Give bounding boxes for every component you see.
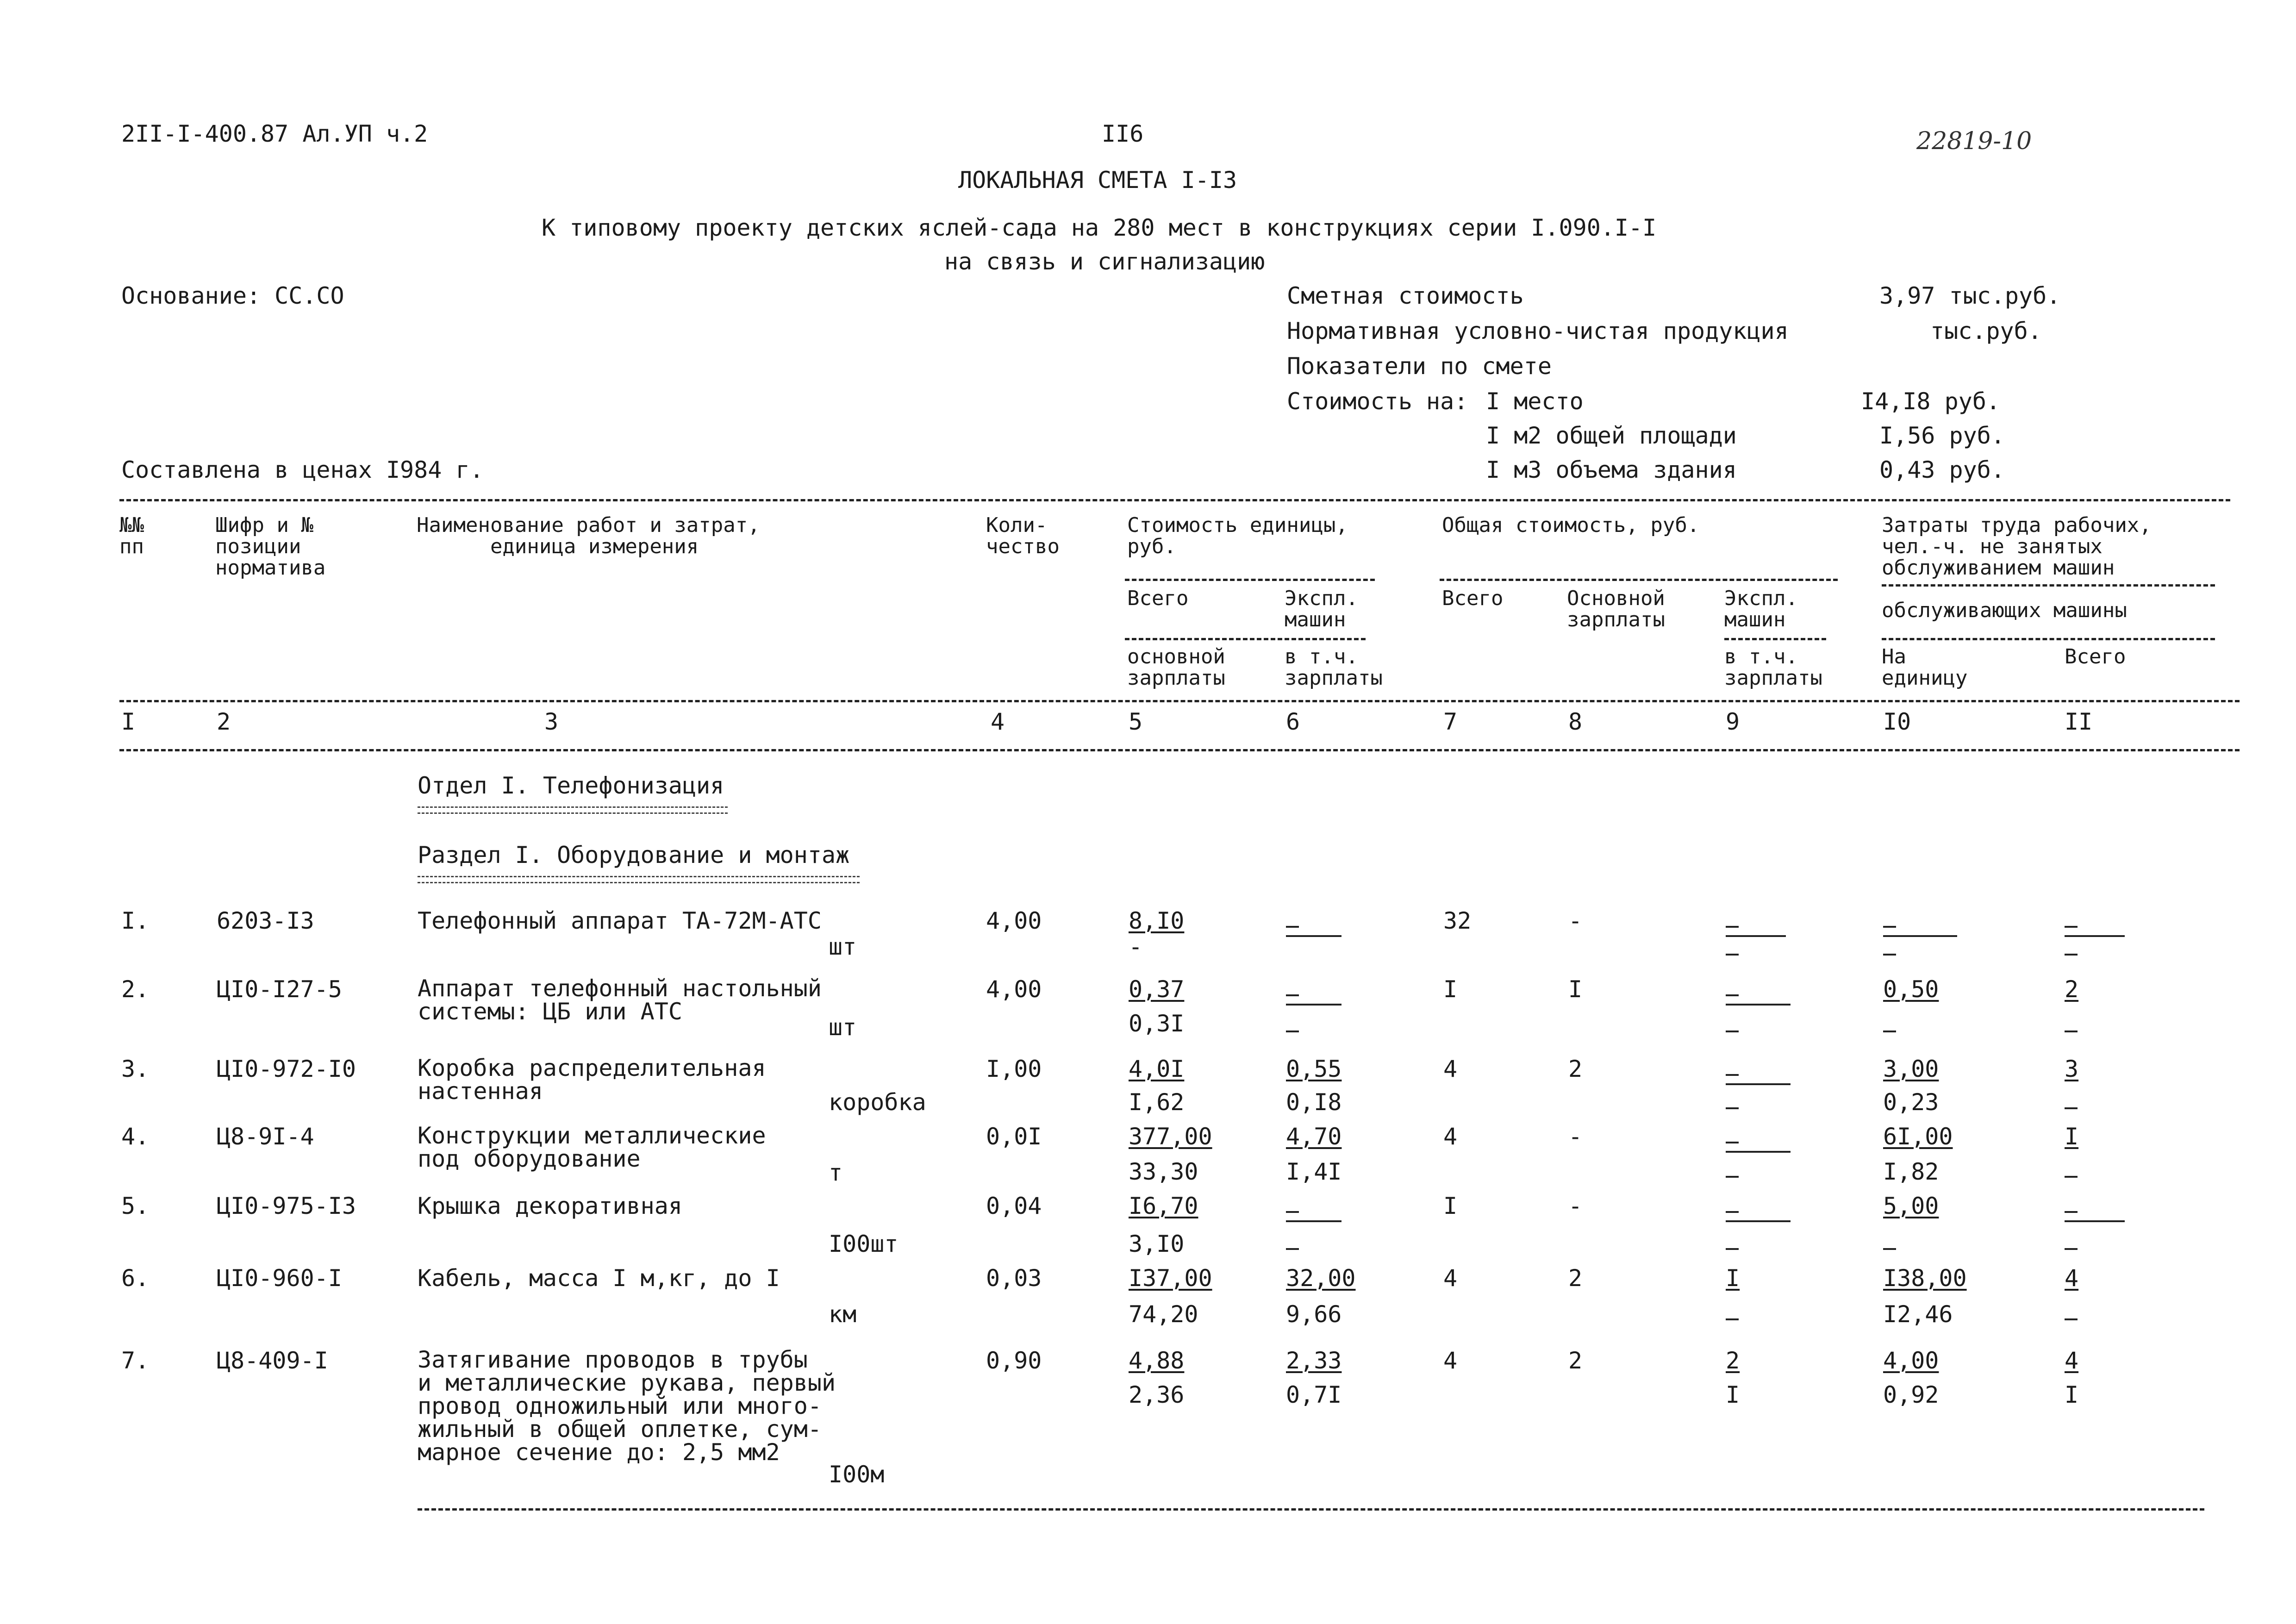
row-c9b-dash [1726,1318,1739,1320]
row-labor-total: 4 [2065,1265,2079,1292]
row-base-wage: I [1568,976,1583,1003]
header-rule-bottom [119,749,2240,751]
row-labor-unit: 5,00 [1883,1193,1939,1219]
row-labor-total-machine: I [2065,1381,2079,1408]
col-header-c9-sub: в т.ч. зарплаты [1724,645,1822,690]
row-machine-total: 2 [1726,1347,1740,1374]
row-total: 32 [1443,907,1472,934]
row-c9-dash [1726,1211,1739,1213]
row-c9-dash [1726,1142,1739,1143]
row-machine-cost: 0,55 [1286,1056,1342,1082]
per-area-label: I м2 общей площади [1486,422,1737,449]
row-labor-unit: I38,00 [1883,1265,1967,1292]
row-machine-underline [1286,1004,1341,1006]
row-unit-total: 4,88 [1129,1347,1185,1374]
row-total: 4 [1443,1347,1458,1374]
document-title: ЛОКАЛЬНАЯ СМЕТА I-I3 [958,167,1237,194]
row-c9-dash [1726,994,1739,996]
row-machine-wage: 0,I8 [1286,1089,1342,1116]
row-base-wage: 2 [1568,1265,1583,1292]
row-qty: 4,00 [986,907,1042,934]
row-unit-total: 8,I0 [1129,907,1185,934]
row-unit-wage: I,62 [1129,1089,1185,1116]
row-qty: 4,00 [986,976,1042,1003]
row-labor-unit: 3,00 [1883,1056,1939,1082]
row-name: Затягивание проводов в трубы и металлические рукава, первый провод одножильный или много- жильный в общей оплетке, сум- марное сечение до: 2,5 мм2 [418,1346,836,1466]
row-c9-underline [1726,1220,1791,1222]
row-c11b-dash [2065,954,2078,956]
row-unit: коробка [829,1089,926,1116]
row-c11b-dash [2065,1031,2078,1032]
row-unit: I00шт [829,1230,898,1257]
row-unit: шт [829,1014,857,1041]
col-header-qty: Коли- чество [986,513,1060,558]
col-header-c5-sub: основной зарплаты [1127,645,1225,690]
row-name: Аппарат телефонный настольный системы: ЦБ или АТС [418,975,822,1025]
row-c9b-dash [1726,1107,1739,1109]
col-number: I [121,708,136,735]
row-c9-underline [1726,1151,1791,1153]
row-machine-wage: 0,7I [1286,1381,1342,1408]
col-number: 7 [1443,708,1458,735]
row-unit: шт [829,933,857,960]
row-labor-machine: 0,23 [1883,1089,1939,1116]
col-header-labor: Затраты труда рабочих, чел.-ч. не занятых обслуживанием машин [1882,513,2152,580]
row-c10b-dash [1883,1031,1896,1032]
row-c9-dash [1726,1074,1739,1076]
row-machine-cost: 2,33 [1286,1347,1342,1374]
per-volume-label: I м3 объема здания [1486,456,1737,483]
row-machine-wage: 9,66 [1286,1301,1342,1328]
col-header-c7: Всего [1442,587,1504,610]
col-number: 4 [991,708,1005,735]
indicators-label: Показатели по смете [1287,353,1552,380]
row-total: I [1443,1193,1458,1219]
row-qty: I,00 [986,1056,1042,1082]
col-header-c6-sub: в т.ч. зарплаты [1285,645,1383,690]
row-unit-total: 0,37 [1129,976,1185,1003]
page-number: II6 [1102,120,1144,147]
row-unit-total: I6,70 [1129,1193,1198,1219]
col-header-name: Наименование работ и затрат, единица измерения [417,513,760,558]
stamp-number: 22819-10 [1916,127,2032,155]
col-number: II [2065,708,2093,735]
row-total: 4 [1443,1056,1458,1082]
header-rule-unitcost [1125,579,1375,581]
normative-value: тыс.руб. [1930,318,2042,344]
row-c9b-dash [1726,954,1739,956]
department-heading: Отдел I. Телефонизация [418,772,724,799]
row-c10b-dash [1883,954,1896,956]
row-unit-wage: - [1129,933,1143,960]
row-c9b-dash [1726,1176,1739,1178]
table-bottom-rule [418,1508,2204,1511]
row-c9-dash [1726,926,1739,928]
row-machine-dash [1286,994,1299,996]
row-labor-unit: 4,00 [1883,1347,1939,1374]
row-code: Ц8-9I-4 [217,1123,314,1150]
row-c11-underline [2065,1220,2125,1222]
row-unit-total: 4,0I [1129,1056,1185,1082]
row-base-wage: - [1568,1193,1583,1219]
row-machine-dash [1286,1211,1299,1213]
row-c11-underline [2065,935,2125,937]
row-unit-wage: 2,36 [1129,1381,1185,1408]
row-labor-total: 2 [2065,976,2079,1003]
header-rule-numbers-top [119,700,2240,702]
col-header-c6: Экспл. машин [1285,587,1358,631]
row-base-wage: 2 [1568,1056,1583,1082]
row-base-wage: - [1568,1123,1583,1150]
row-c11b-dash [2065,1318,2078,1320]
row-code: ЦI0-960-I [217,1265,342,1292]
row-c10-underline [1883,935,1957,937]
document-code: 2II-I-400.87 Ал.УП ч.2 [121,120,428,147]
row-c9-underline [1726,1083,1791,1085]
col-header-code: Шифр и № позиции норматива [215,513,326,580]
col-header-c5: Всего [1127,587,1189,610]
row-labor-total: 3 [2065,1056,2079,1082]
document-subtitle: К типовому проекту детских яслей-сада на 280 мест в конструкциях серии I.090.I-I [542,214,1657,241]
row-c11b-dash [2065,1248,2078,1250]
document-subtitle-2: на связь и сигнализацию [944,248,1265,275]
row-machine-wage: I,4I [1286,1158,1342,1185]
header-rule-total [1440,579,1838,581]
row-unit: км [829,1301,857,1328]
row-number: 5. [121,1193,150,1219]
row-name: Кабель, масса I м,кг, до I [418,1265,780,1292]
section-heading: Раздел I. Оборудование и монтаж [418,842,850,868]
compiled-prices: Составлена в ценах I984 г. [121,456,484,483]
row-name: Конструкции металлические под оборудование [418,1122,766,1172]
row-labor-total: 4 [2065,1347,2079,1374]
row-unit: т [829,1159,843,1186]
row-code: ЦI0-975-I3 [217,1193,356,1219]
row-code: 6203-I3 [217,907,314,934]
col-number: 6 [1286,708,1300,735]
row-machine-wage-dash [1286,1031,1299,1032]
col-number: 9 [1726,708,1740,735]
row-c11b-dash [2065,1176,2078,1178]
col-header-c10: На единицу [1882,645,1968,690]
row-machine-dash [1286,926,1299,928]
row-number: 4. [121,1123,150,1150]
row-c9b-dash [1726,1248,1739,1250]
per-volume-value: 0,43 руб. [1879,456,2005,483]
section-heading-underline [418,876,860,883]
row-labor-total: I [2065,1123,2079,1150]
row-machine-underline [1286,1220,1341,1222]
col-header-c10-mid: обслуживающих машины [1882,599,2127,622]
row-qty: 0,04 [986,1193,1042,1219]
row-labor-machine: I2,46 [1883,1301,1953,1328]
row-unit-total: 377,00 [1129,1123,1212,1150]
col-header-num: №№ пп [119,513,144,558]
row-code: Ц8-409-I [217,1347,328,1374]
row-unit: I00м [829,1461,885,1488]
estimated-cost-value: 3,97 тыс.руб. [1879,282,2061,309]
row-c9b-dash [1726,1031,1739,1032]
row-labor-machine: 0,92 [1883,1381,1939,1408]
row-labor-machine: I,82 [1883,1158,1939,1185]
header-rule-c10 [1882,638,2215,640]
row-machine-underline [1286,935,1341,937]
row-base-wage: - [1568,907,1583,934]
row-c11-dash [2065,926,2078,928]
department-heading-underline [418,806,728,814]
row-number: 3. [121,1056,150,1082]
col-header-c8: Основной зарплаты [1567,587,1665,631]
row-c10b-dash [1883,1248,1896,1250]
row-qty: 0,90 [986,1347,1042,1374]
row-number: 6. [121,1265,150,1292]
row-c9-underline [1726,1004,1791,1006]
row-machine-wage-dash [1286,1248,1299,1250]
col-number: 2 [217,708,231,735]
row-code: ЦI0-I27-5 [217,976,342,1003]
per-place-value: I4,I8 руб. [1861,388,2001,415]
row-number: 7. [121,1347,150,1374]
row-machine-total-wage: I [1726,1381,1740,1408]
header-rule-c9 [1724,638,1826,640]
normative-label: Нормативная условно-чистая продукция [1287,318,1789,344]
row-machine-cost: 32,00 [1286,1265,1356,1292]
row-code: ЦI0-972-I0 [217,1056,356,1082]
row-total: 4 [1443,1265,1458,1292]
col-number: 5 [1129,708,1143,735]
row-unit-wage: 74,20 [1129,1301,1198,1328]
row-name: Крышка декоративная [418,1193,682,1219]
col-header-c11: Всего [2065,645,2126,668]
header-rule-top [119,499,2230,501]
row-machine-total: I [1726,1265,1740,1292]
row-c10-dash [1883,926,1896,928]
row-qty: 0,03 [986,1265,1042,1292]
row-base-wage: 2 [1568,1347,1583,1374]
basis: Основание: СС.СО [121,282,344,309]
row-number: I. [121,907,150,934]
col-header-total-cost: Общая стоимость, руб. [1442,513,1700,537]
col-number: 3 [544,708,559,735]
per-place-label: I место [1486,388,1584,415]
row-unit-wage: 3,I0 [1129,1230,1185,1257]
row-unit-wage: 0,3I [1129,1010,1185,1037]
row-c9-underline [1726,935,1786,937]
row-labor-unit: 0,50 [1883,976,1939,1003]
row-total: I [1443,976,1458,1003]
header-rule-c5 [1125,638,1366,640]
row-unit-total: I37,00 [1129,1265,1212,1292]
col-number: 8 [1568,708,1583,735]
per-area-value: I,56 руб. [1879,422,2005,449]
row-total: 4 [1443,1123,1458,1150]
row-machine-cost: 4,70 [1286,1123,1342,1150]
row-c11-dash [2065,1211,2078,1213]
row-name: Телефонный аппарат ТА-72М-АТС [418,907,822,934]
row-number: 2. [121,976,150,1003]
row-qty: 0,0I [986,1123,1042,1150]
col-header-c9: Экспл. машин [1724,587,1798,631]
estimated-cost-label: Сметная стоимость [1287,282,1524,309]
row-unit-wage: 33,30 [1129,1158,1198,1185]
cost-per-label: Стоимость на: [1287,388,1468,415]
row-labor-unit: 6I,00 [1883,1123,1953,1150]
row-name: Коробка распределительная настенная [418,1055,766,1105]
row-c11b-dash [2065,1107,2078,1109]
col-header-unit-cost: Стоимость единицы, руб. [1127,513,1348,558]
header-rule-labor [1882,584,2215,587]
col-number: I0 [1883,708,1911,735]
